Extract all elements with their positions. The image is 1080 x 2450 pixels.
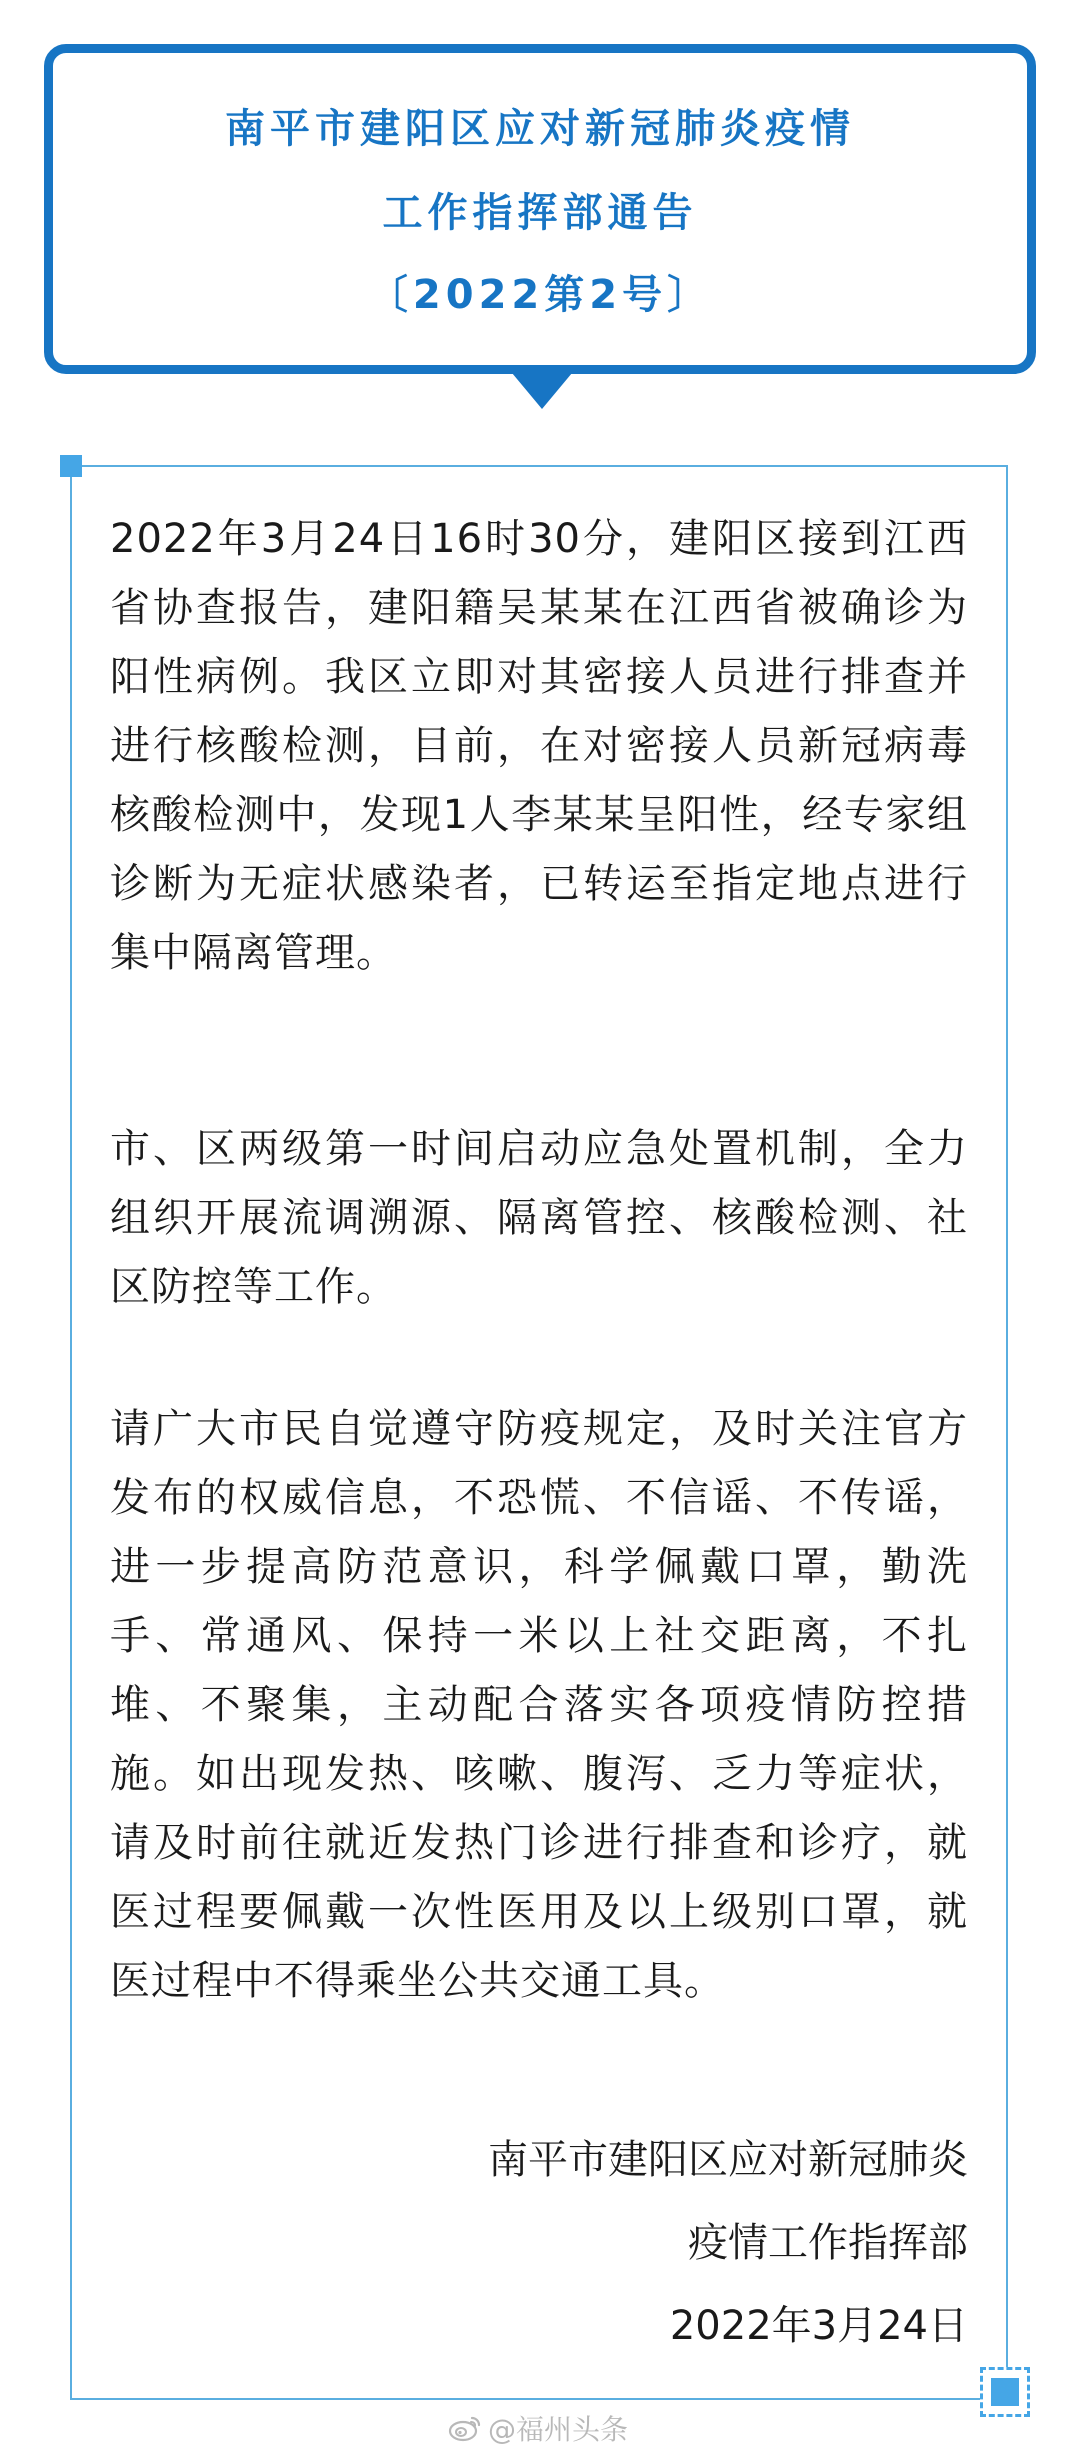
signature-organization-line1: 南平市建阳区应对新冠肺炎 xyxy=(488,2137,968,2183)
header-pointer-arrow xyxy=(512,373,572,409)
notice-header-box xyxy=(44,44,1036,374)
notice-paragraph-2: 市、区两级第一时间启动应急处置机制，全力组织开展流调溯源、隔离管控、核酸检测、社区防控等工作。 xyxy=(110,1126,968,1310)
watermark-text: @福州头条 xyxy=(488,2413,629,2446)
signature-organization-line2: 疫情工作指挥部 xyxy=(688,2220,968,2266)
corner-square-top-left xyxy=(60,455,82,477)
signature-date: 2022年3月24日 xyxy=(669,2303,968,2349)
corner-square-bottom-right xyxy=(991,2378,1019,2406)
weibo-icon xyxy=(448,2413,482,2443)
notice-paragraph-3: 请广大市民自觉遵守防疫规定，及时关注官方发布的权威信息，不恐慌、不信谣、不传谣，进一步提高防范意识，科学佩戴口罩，勤洗手、常通风、保持一米以上社交距离，不扎堆、不聚集，主动配合落实各项疫情防控措施。如出现发热、咳嗽、腹泻、乏力等症状，请及时前往就近发热门诊进行排查和诊疗，就医过程要佩戴一次性医用及以上级别口罩，就医过程中不得乘坐公共交通工具。 xyxy=(110,1406,968,2004)
watermark xyxy=(448,2410,628,2446)
notice-paragraph-1: 2022年3月24日16时30分，建阳区接到江西省协查报告，建阳籍吴某某在江西省被确诊为阳性病例。我区立即对其密接人员进行排查并进行核酸检测，目前，在对密接人员新冠病毒核酸检测中，发现1人李某某呈阳性，经专家组诊断为无症状感染者，已转运至指定地点进行集中隔离管理。 xyxy=(110,516,968,976)
notice-title-line1: 南平市建阳区应对新冠肺炎疫情 xyxy=(225,106,855,152)
notice-number: 〔2022第2号〕 xyxy=(367,272,713,318)
notice-title-line2: 工作指挥部通告 xyxy=(382,190,698,236)
